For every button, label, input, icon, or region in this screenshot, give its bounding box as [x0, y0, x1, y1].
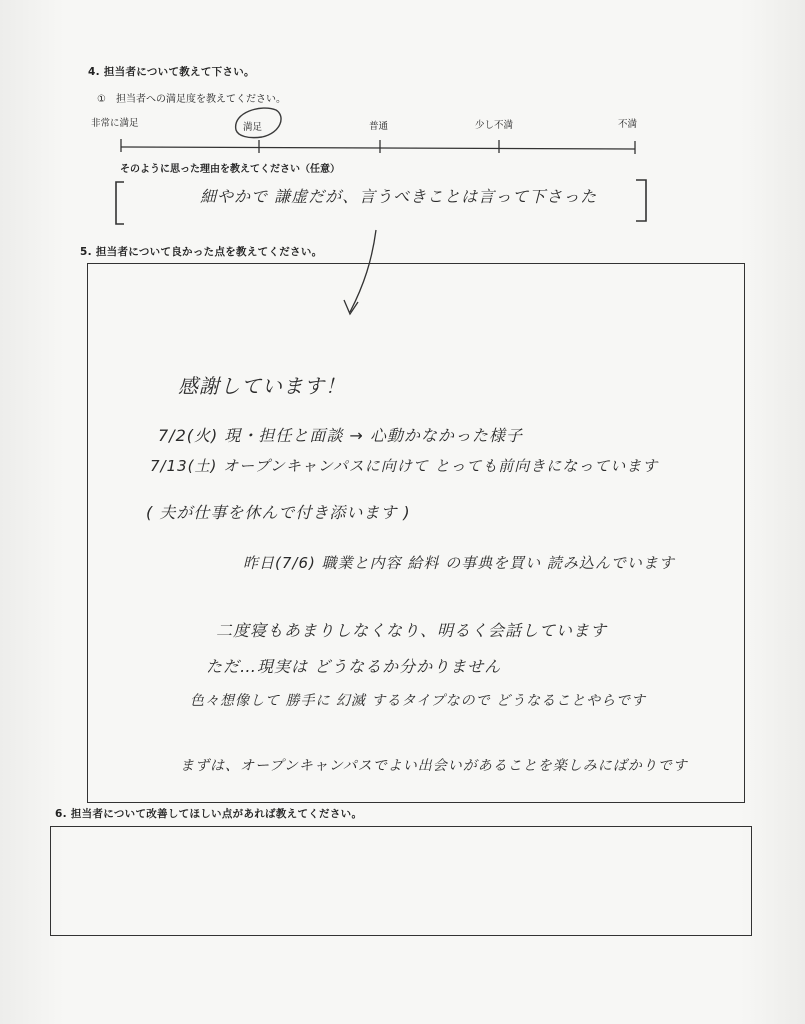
improvement-answer-box[interactable]	[50, 826, 752, 936]
answer-line: 感謝しています！	[178, 374, 346, 398]
scale-label-dissatisfied: 不満	[618, 119, 638, 130]
answer-line: 昨日(7/6) 職業と内容 給料 の事典を買い 読み込んでいます	[243, 554, 675, 572]
question-6-title: 6. 担当者について改善してほしい点があれば教えてください。	[55, 808, 363, 820]
reason-handwritten-answer: 細やかで 謙虚だが、言うべきことは言って下さった	[200, 187, 598, 206]
scale-label-somewhat-dissatisfied: 少し不満	[475, 120, 514, 131]
answer-line: 7/13(土) オープンキャンパスに向けて とっても前向きになっています	[150, 457, 659, 475]
answer-line: まずは、オープンキャンパスでよい出会いがあることを楽しみにばかりです	[180, 758, 688, 774]
reason-prompt: そのように思った理由を教えてください（任意）	[120, 164, 340, 175]
satisfaction-prompt: ① 担当者への満足度を教えてください。	[97, 94, 286, 105]
good-points-answer-box[interactable]	[87, 263, 745, 803]
answer-line: 二度寝もあまりしなくなり、明るく会話しています	[216, 621, 608, 640]
scale-label-satisfied: 満足	[243, 122, 263, 133]
answer-line: ( 夫が仕事を休んで付き添います )	[146, 503, 411, 522]
improvement-answer-text	[51, 827, 751, 843]
scale-label-very-satisfied: 非常に満足	[91, 118, 139, 129]
answer-line: ただ…現実は どうなるか分かりません	[206, 657, 502, 676]
question-5-title: 5. 担当者について良かった点を教えてください。	[80, 246, 323, 258]
question-4-title: 4. 担当者について教えて下さい。	[88, 66, 255, 78]
scale-label-neutral: 普通	[369, 121, 389, 132]
answer-line: 色々想像して 勝手に 幻滅 するタイプなので どうなることやらです	[190, 693, 646, 709]
answer-line: 7/2(火) 現・担任と面談 → 心動かなかった様子	[158, 426, 523, 445]
